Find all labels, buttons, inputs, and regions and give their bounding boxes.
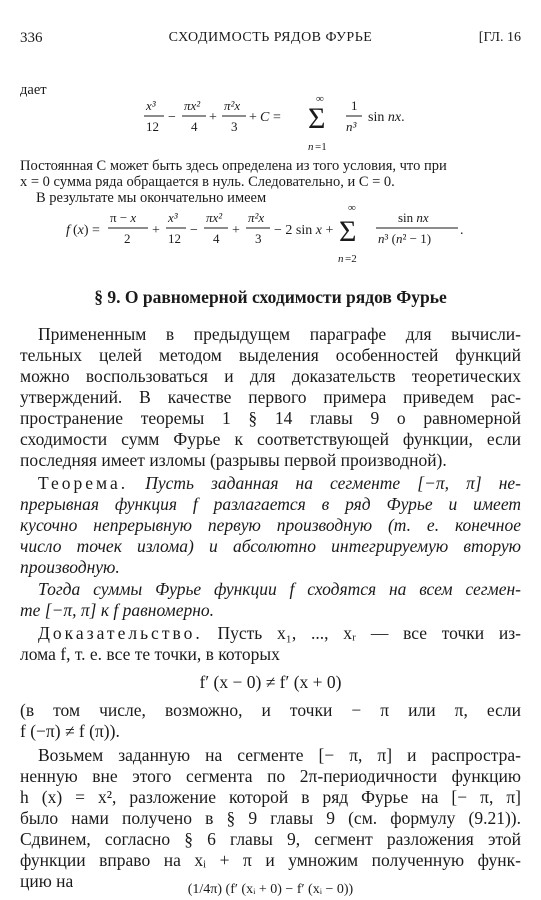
svg-text:=2: =2 bbox=[345, 253, 357, 265]
paragraph-line: Примененным в предыдущем параграфе для вычисли- bbox=[38, 324, 521, 344]
proof-line bbox=[38, 623, 521, 644]
paragraph-line: ненную вне этого сегмента по 2π-периодичности функцию bbox=[20, 766, 521, 786]
proof-text: Пусть x₁, ..., xᵣ — все точки из- bbox=[217, 623, 521, 643]
equation-2 bbox=[66, 202, 486, 266]
section-heading: § 9. О равномерной сходимости рядов Фурье bbox=[94, 287, 447, 307]
theorem-line: прерывная функция f разлагается в ряд Фурье и имеет bbox=[20, 494, 521, 514]
proof-equation: f′ (x − 0) ≠ f′ (x + 0) bbox=[199, 672, 342, 692]
equation-1-graphic bbox=[140, 94, 420, 156]
svg-text:=: = bbox=[273, 110, 281, 125]
svg-text:4: 4 bbox=[213, 231, 220, 246]
svg-text:Σ: Σ bbox=[339, 215, 357, 248]
svg-text:π²x: π²x bbox=[248, 210, 265, 225]
svg-text:π²x: π²x bbox=[224, 98, 241, 113]
svg-text:+: + bbox=[209, 110, 217, 125]
paragraph-line: сходимости сумм Фурье к соответствующей функции, если bbox=[20, 429, 521, 449]
paragraph-line: Возьмем заданную на сегменте [− π, π] и распростра- bbox=[38, 745, 521, 765]
theorem-line: Тогда суммы Фурье функции f сходятся на всем сегмен- bbox=[38, 579, 521, 599]
svg-text:f: f bbox=[66, 223, 70, 238]
text-line: дает bbox=[20, 82, 47, 98]
svg-text:4: 4 bbox=[191, 119, 198, 134]
theorem-line: производную. bbox=[20, 557, 120, 577]
svg-text:x³: x³ bbox=[168, 210, 178, 225]
paragraph-line: функции вправо на xᵢ + π и умножим полученную функ- bbox=[20, 850, 521, 870]
svg-text:n³: n³ bbox=[346, 119, 357, 134]
svg-text:1: 1 bbox=[351, 98, 358, 113]
svg-text:πx²: πx² bbox=[184, 98, 201, 113]
svg-text:n: n bbox=[308, 141, 314, 153]
theorem-line: число точек излома) и абсолютно интегрируемую вторую bbox=[20, 536, 521, 556]
theorem-text: Пусть заданная на сегменте [−π, π] не- bbox=[145, 473, 521, 493]
svg-text:n³ (n² − 1): n³ (n² − 1) bbox=[378, 231, 432, 246]
text-line: x = 0 сумма ряда обращается в нуль. Следовательно, и C = 0. bbox=[20, 174, 395, 190]
running-title: СХОДИМОСТЬ РЯДОВ ФУРЬЕ bbox=[168, 30, 373, 45]
equation-2-graphic bbox=[66, 202, 486, 266]
running-header bbox=[20, 30, 521, 52]
text-line: В результате мы окончательно имеем bbox=[36, 190, 267, 206]
page-number: 336 bbox=[20, 30, 43, 46]
svg-text:=1: =1 bbox=[315, 141, 327, 153]
svg-text:(x) =: (x) = bbox=[73, 223, 100, 238]
proof-line: (в том числе, возможно, и точки − π или π, если bbox=[20, 700, 521, 720]
paragraph-line: утверждений. В качестве первого примера приведем рас- bbox=[20, 387, 521, 407]
paragraph-line: h (x) = x², разложение которой в ряд Фурье на [− π, π] bbox=[20, 787, 521, 807]
theorem-line: те [−π, π] к f равномерно. bbox=[20, 600, 215, 620]
final-equation: (1/4π) (f′ (xᵢ + 0) − f′ (xᵢ − 0)) bbox=[187, 882, 354, 897]
svg-text:Σ: Σ bbox=[308, 102, 326, 135]
proof-label: Доказательство. bbox=[38, 623, 203, 643]
paragraph-line: можно воспользоваться и для доказательств теоретических bbox=[20, 366, 521, 386]
svg-text:+: + bbox=[249, 110, 257, 125]
svg-text:3: 3 bbox=[255, 231, 262, 246]
proof-line: лома f, т. е. все те точки, в которых bbox=[20, 644, 280, 664]
theorem-line: кусочно непрерывную первую производную (т. е. конечное bbox=[20, 515, 521, 535]
svg-text:∞: ∞ bbox=[348, 202, 356, 214]
theorem-line bbox=[38, 473, 521, 494]
svg-text:n: n bbox=[338, 253, 344, 265]
svg-text:−: − bbox=[168, 110, 176, 125]
paragraph-line: цию на bbox=[20, 871, 74, 891]
paragraph-line: последняя имеет изломы (разрывы первой производной). bbox=[20, 450, 447, 470]
svg-text:3: 3 bbox=[231, 119, 238, 134]
chapter-marker: [ГЛ. 16 bbox=[478, 30, 521, 45]
equation-1 bbox=[140, 94, 420, 156]
svg-text:πx²: πx² bbox=[206, 210, 223, 225]
theorem-label: Теорема. bbox=[38, 473, 129, 493]
svg-text:C: C bbox=[260, 110, 270, 125]
svg-text:sin nx: sin nx bbox=[398, 210, 429, 225]
paragraph-line: тельных целей методом выделения особенностей функций bbox=[20, 345, 521, 365]
proof-line: f (−π) ≠ f (π)). bbox=[20, 721, 120, 741]
svg-text:−: − bbox=[190, 223, 198, 238]
svg-text:sin nx.: sin nx. bbox=[368, 110, 405, 125]
svg-text:∞: ∞ bbox=[316, 94, 324, 105]
svg-text:12: 12 bbox=[168, 231, 181, 246]
svg-text:x³: x³ bbox=[146, 98, 156, 113]
paragraph-line: было нами получено в § 9 главы 9 (см. формулу (9.21)). bbox=[20, 808, 521, 828]
svg-text:+: + bbox=[232, 223, 240, 238]
svg-text:− 2 sin x +: − 2 sin x + bbox=[274, 223, 334, 238]
svg-text:.: . bbox=[460, 223, 464, 238]
svg-text:π − x: π − x bbox=[110, 210, 137, 225]
paragraph-line: пространение теоремы 1 § 14 главы 9 о равномерной bbox=[20, 408, 521, 428]
svg-text:+: + bbox=[152, 223, 160, 238]
paragraph-line: Сдвинем, согласно § 6 главы 9, сегмент разложения этой bbox=[20, 829, 521, 849]
svg-text:2: 2 bbox=[124, 231, 131, 246]
svg-text:12: 12 bbox=[146, 119, 159, 134]
text-line: Постоянная C может быть здесь определена из того условия, что при bbox=[20, 158, 447, 174]
